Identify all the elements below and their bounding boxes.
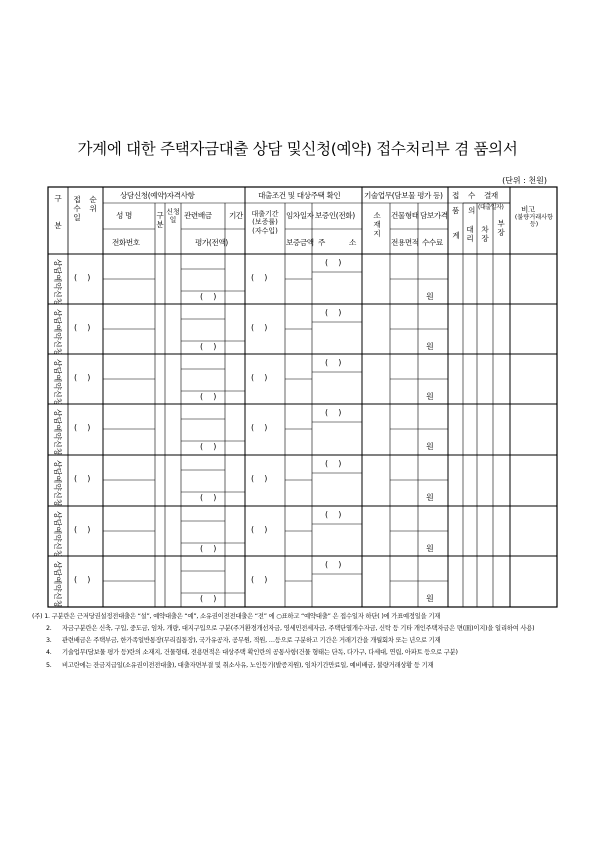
header-rating: 평가(전액) [195, 238, 228, 247]
header-area: 전용면적 [391, 238, 419, 247]
row-paren-guarantor: ( ) [325, 358, 342, 367]
row-paren-guarantor: ( ) [325, 459, 342, 468]
row-category: 상담예약신청 [53, 511, 62, 558]
notes-label: (주) [32, 613, 43, 620]
header-pum: 품 [452, 206, 459, 215]
row-paren-guarantor: ( ) [325, 560, 342, 569]
row-won: 원 [426, 442, 434, 451]
header-gubun [52, 195, 64, 231]
header-loan-cond: 대출조건 및 대상주택 확인 [258, 191, 341, 200]
header-build-type: 건물형태 [391, 211, 419, 220]
note-5-text: 비고란에는 잔금지급일(소유권이전전대출), 대출자면부결 및 취소사유, 노인등기(발증지원), 임차기간만료일, 예비배금, 불량거래상황 등 기재 [62, 661, 434, 669]
row-paren-jeopsu: ( ) [74, 525, 91, 534]
header-fee: 수수료 [422, 238, 443, 247]
row-won: 원 [426, 292, 434, 301]
row-paren-jeopsu: ( ) [74, 474, 91, 483]
note-1-text: 구분란은 근저당권설정전대출은 “설”, 예약대출은 “예”, 소유권이전전대출은 “전” 에 ○표하고 “예약대출” 은 접수일자 하단( )에 가표예정일을 기재 [51, 613, 441, 620]
header-bujang: 부장 [497, 219, 505, 237]
header-address-b: 소 [349, 238, 356, 247]
header-location: 소재지 [373, 211, 381, 238]
row-category: 상담예약신청 [53, 259, 62, 306]
row-paren-loan: ( ) [251, 525, 268, 534]
row-paren-jeopsu: ( ) [74, 575, 91, 584]
header-bigo: 비고 [521, 205, 535, 214]
note-2 [46, 624, 556, 633]
row-won: 원 [426, 594, 434, 603]
header-order: 순위 [89, 195, 97, 213]
note-3 [46, 636, 556, 645]
header-collateral: 담보가격 [420, 211, 448, 220]
row-won: 원 [426, 392, 434, 401]
row-paren-rating: ( ) [200, 392, 217, 401]
note-2-text: 자금구분란은 신축, 구입, 중도금, 임차, 개량, 대지구입으로 구분(주거환경개선자금, 영세민전세자금, 주택단열개수자금, 신탁 등 기타 개인주택자금은 면(面)이지)을 일리하여 사용) [62, 625, 535, 633]
row-paren-rating: ( ) [200, 544, 217, 553]
header-approval: 결재 [484, 191, 498, 200]
header-gubun-1: 구 [54, 194, 62, 203]
header-chajang: 차장 [481, 225, 489, 243]
row-category: 상담예약신청 [53, 309, 62, 356]
header-tech: 기술업무(담보물 평가 등) [364, 191, 443, 200]
row-paren-jeopsu: ( ) [74, 423, 91, 432]
header-address-a: 주 [318, 238, 325, 247]
header-loan-period: 대출기간(보증률)(자수입) [251, 210, 279, 235]
header-phone: 전화번호 [112, 238, 140, 247]
note-1-num: 1. [44, 613, 50, 620]
row-category: 상담예약신청 [53, 409, 62, 456]
header-jeopsu-date: 접수일 [73, 195, 81, 222]
header-consult: 상담신청(예약)자격사항 [120, 191, 195, 200]
row-paren-loan: ( ) [251, 273, 268, 282]
note-4 [46, 648, 556, 657]
row-paren-jeopsu: ( ) [74, 323, 91, 332]
footnotes [32, 612, 556, 673]
note-3-num: 3. [46, 637, 52, 645]
row-paren-loan: ( ) [251, 575, 268, 584]
row-category: 상담예약신청 [53, 561, 62, 608]
note-1 [32, 612, 556, 621]
note-2-num: 2. [46, 625, 52, 633]
header-daeri: 대리 [466, 225, 474, 243]
header-ui: 의 [468, 206, 475, 215]
header-type: 구분 [156, 211, 164, 229]
row-paren-rating: ( ) [200, 493, 217, 502]
header-name: 성 명 [116, 211, 132, 220]
row-paren-loan: ( ) [251, 373, 268, 382]
row-paren-guarantor: ( ) [325, 408, 342, 417]
row-paren-rating: ( ) [200, 292, 217, 301]
row-paren-loan: ( ) [251, 323, 268, 332]
note-5-num: 5. [46, 661, 52, 669]
row-paren-rating: ( ) [200, 594, 217, 603]
header-guarantor: 보증인(전화) [315, 211, 355, 220]
header-gye: 계 [452, 231, 460, 240]
header-deposit: 보증금액 [286, 238, 314, 247]
row-paren-guarantor: ( ) [325, 308, 342, 317]
header-approval-sub: (대출일자) [478, 204, 504, 211]
row-category: 상담예약신청 [53, 460, 62, 507]
row-won: 원 [426, 544, 434, 553]
header-relation-fee: 관련배금 [184, 211, 212, 220]
row-paren-guarantor: ( ) [325, 258, 342, 267]
row-paren-guarantor: ( ) [325, 510, 342, 519]
note-3-text: 관련배금은 주택부금, 한가족일반통장(무리집통장), 국가유공자, 공무원, 적원, …등으로 구분하고 기간은 거래기간을 개월회차 또는 년으로 기재 [62, 637, 441, 645]
row-paren-jeopsu: ( ) [74, 273, 91, 282]
header-rent-date: 임차일자 [286, 211, 314, 220]
row-paren-jeopsu: ( ) [74, 373, 91, 382]
page-title: 가계에 대한 주택자금대출 상담 및신청(예약) 접수처리부 겸 품의서 [77, 140, 518, 158]
note-4-text: 기술업무(담보물 평가 등)란의 소재지, 건물형태, 전용면적은 대상주택 확인란의 공통사항(건물 형태는 단독, 다가구, 다세대, 연립, 아파트 등으로 구분) [62, 649, 458, 657]
row-paren-loan: ( ) [251, 423, 268, 432]
row-category: 상담예약신청 [53, 359, 62, 406]
header-bigo-sub: (불량거래사항등) [514, 214, 554, 229]
header-period: 기간 [229, 211, 243, 220]
row-paren-loan: ( ) [251, 474, 268, 483]
row-won: 원 [426, 493, 434, 502]
header-gubun-2: 분 [54, 220, 62, 230]
row-won: 원 [426, 342, 434, 351]
unit-label: (단위 : 천원) [502, 176, 547, 185]
note-5 [46, 661, 556, 670]
note-4-num: 4. [46, 649, 52, 657]
header-apply: 신청일 [166, 208, 180, 225]
row-paren-rating: ( ) [200, 442, 217, 451]
header-su: 수 [468, 191, 475, 200]
header-jeop: 접 [452, 191, 459, 200]
row-paren-rating: ( ) [200, 342, 217, 351]
